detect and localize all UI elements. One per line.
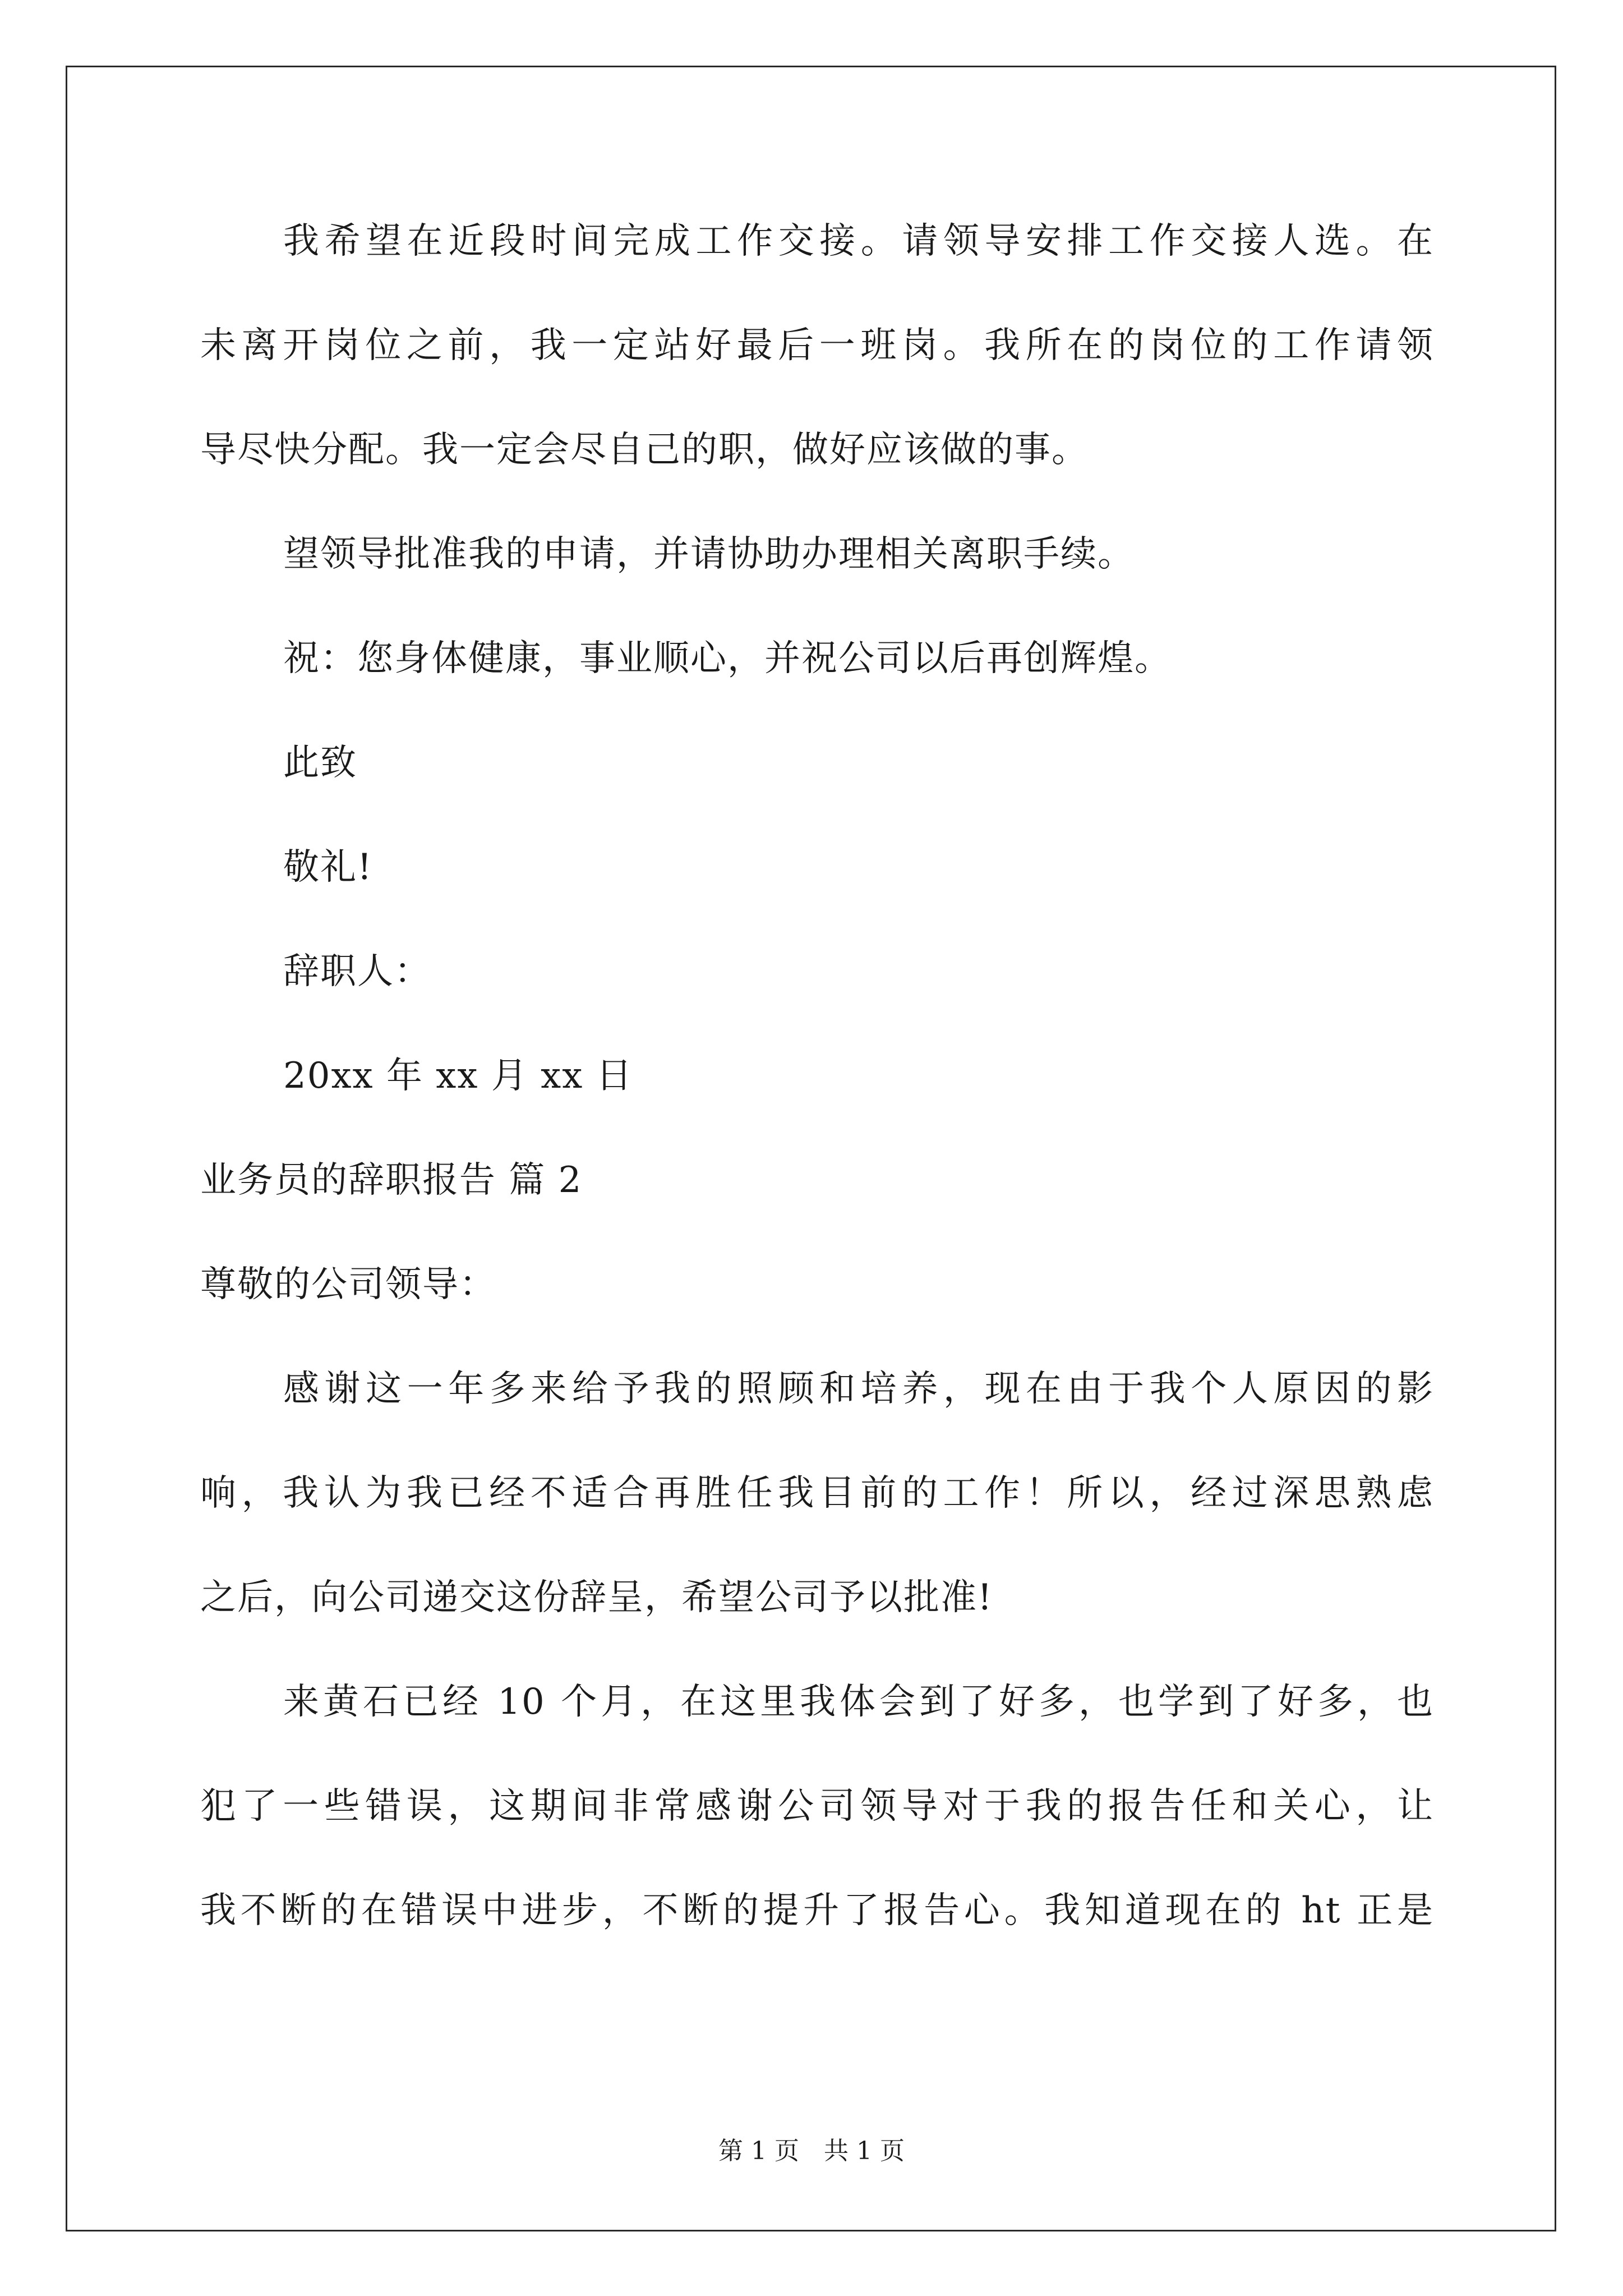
paragraph-line: 祝：您身体健康，事业顺心，并祝公司以后再创辉煌。 [283,638,1172,679]
paragraph-line: 我希望在近段时间完成工作交接。请领导安排工作交接人选。在 [283,220,1434,262]
paragraph-line: 导尽快分配。我一定会尽自己的职，做好应该做的事。 [200,429,1089,471]
closing-salutation: 此致 [283,742,357,784]
paragraph-line: 望领导批准我的申请，并请协助办理相关离职手续。 [283,533,1135,575]
signature-label: 辞职人： [283,951,431,992]
date-line: 20xx 年 xx 月 xx 日 [283,1055,633,1097]
paragraph-line: 来黄石已经 10 个月，在这里我体会到了好多，也学到了好多，也 [283,1681,1434,1723]
paragraph-line: 犯了一些错误，这期间非常感谢公司领导对于我的报告任和关心，让 [200,1786,1434,1827]
paragraph-line: 我不断的在错误中进步，不断的提升了报告心。我知道现在的 ht 正是 [200,1890,1434,1931]
page-number-footer: 第 1 页 共 1 页 [718,2137,905,2165]
closing-regards: 敬礼! [283,846,373,888]
paragraph-line: 之后，向公司递交这份辞呈，希望公司予以批准! [200,1577,993,1618]
paragraph-line: 响，我认为我已经不适合再胜任我目前的工作！所以，经过深思熟虑 [200,1473,1434,1514]
paragraph-line: 未离开岗位之前，我一定站好最后一班岗。我所在的岗位的工作请领 [200,325,1434,366]
paragraph-line: 感谢这一年多来给予我的照顾和培养，现在由于我个人原因的影 [283,1368,1434,1410]
greeting: 尊敬的公司领导： [200,1264,496,1305]
section-heading: 业务员的辞职报告 篇 2 [200,1159,583,1201]
